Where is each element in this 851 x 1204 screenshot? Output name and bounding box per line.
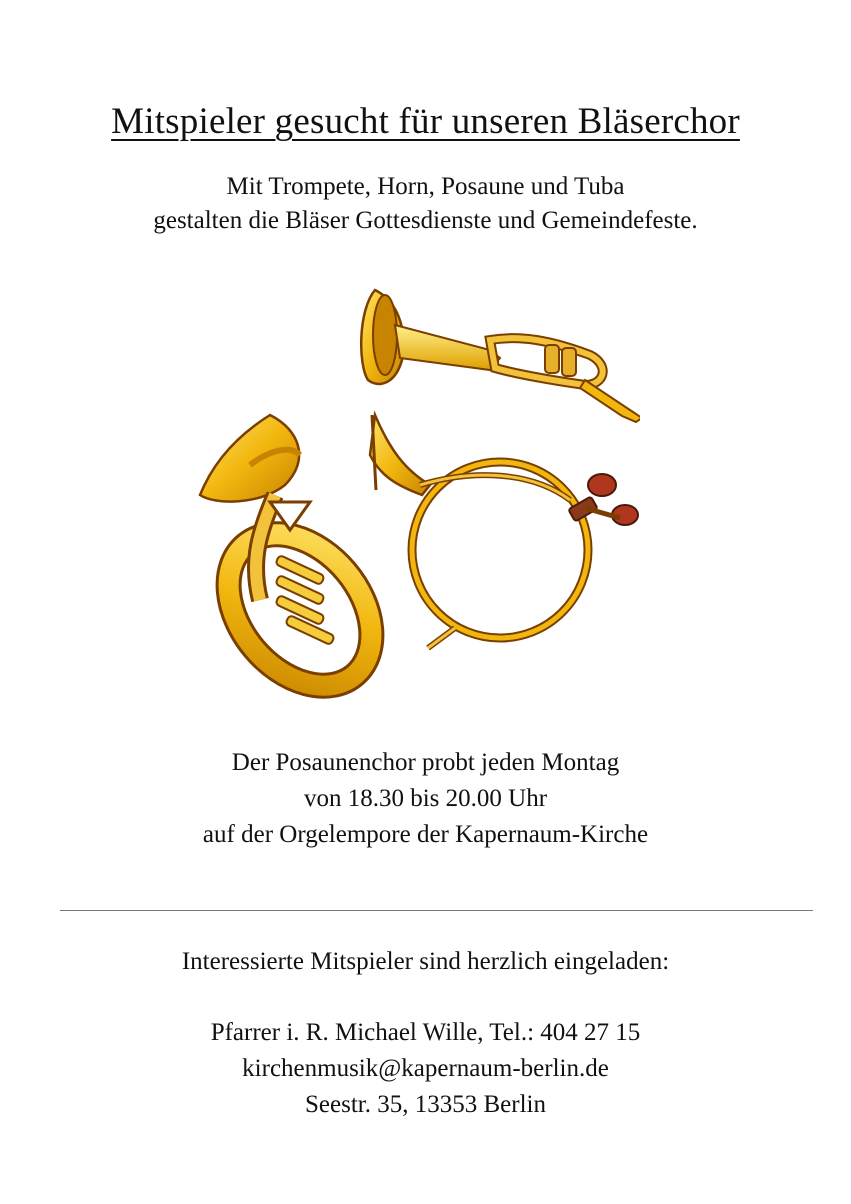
invitation-text: Interessierte Mitspieler sind herzlich eingeladen: [181, 948, 670, 975]
divider [60, 910, 813, 911]
brass-instruments-illustration [190, 280, 640, 700]
trumpet-icon [361, 290, 640, 422]
rehearsal-line: auf der Orgelempore der Kapernaum-Kirche [202, 821, 649, 848]
contact-address: Seestr. 35, 13353 Berlin [305, 1091, 546, 1118]
hunting-horn-icon [370, 415, 638, 648]
intro-text [0, 170, 851, 238]
page-title: Mitspieler gesucht für unseren Bläserchor [111, 101, 740, 142]
rehearsal-info [0, 745, 851, 853]
contact-block [0, 1015, 851, 1123]
intro-line: Mit Trompete, Horn, Posaune und Tuba [226, 173, 625, 200]
rehearsal-line: von 18.30 bis 20.00 Uhr [303, 785, 548, 812]
contact-email: kirchenmusik@kapernaum-berlin.de [242, 1055, 609, 1082]
contact-phone: Pfarrer i. R. Michael Wille, Tel.: 404 27 15 [210, 1019, 641, 1046]
rehearsal-line: Der Posaunenchor probt jeden Montag [231, 749, 620, 776]
intro-line: gestalten die Bläser Gottesdienste und Gemeindefeste. [153, 207, 698, 234]
